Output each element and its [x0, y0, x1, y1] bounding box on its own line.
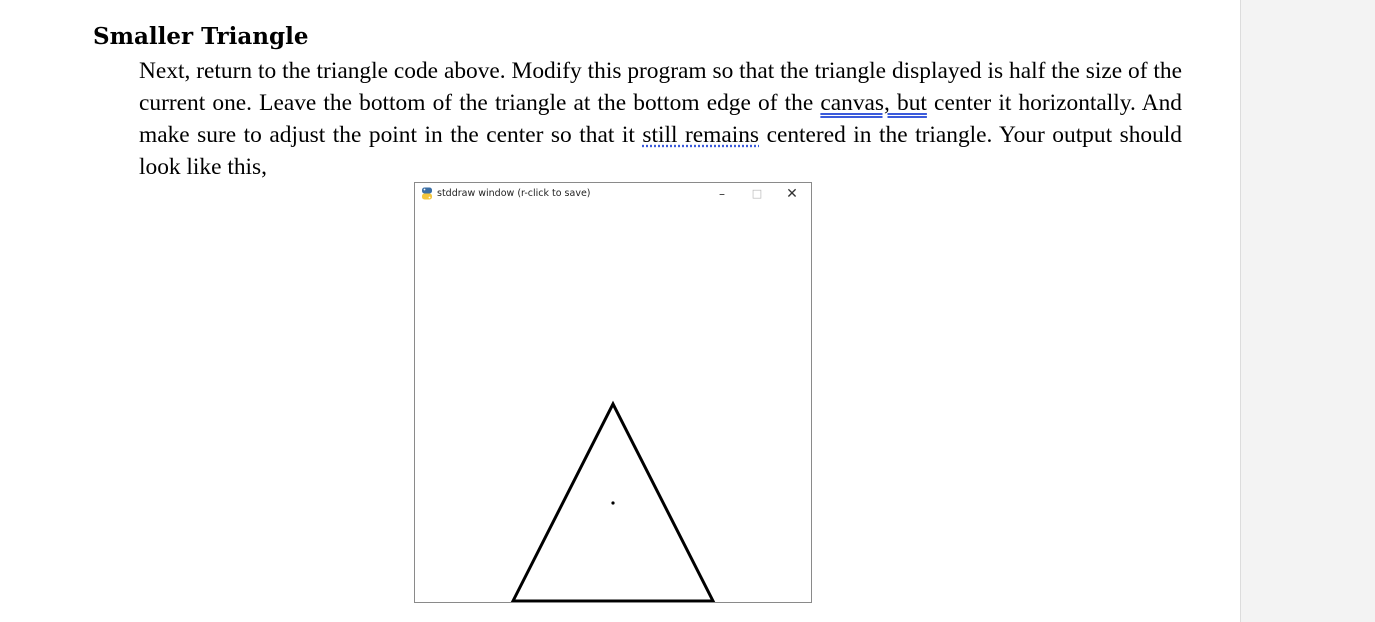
paragraph-text-1: Next, return to the triangle code above. Modify this program so that the triangle displayed is half the size of the current one. Leave the bottom of the triangle at the bottom edge of the: [139, 58, 1182, 116]
side-panel: [1240, 0, 1375, 622]
grammar-flag-canvas[interactable]: canvas, but: [820, 90, 927, 116]
instruction-paragraph: [139, 55, 1182, 183]
minimize-icon[interactable]: –: [719, 187, 725, 201]
paragraph-text-3: centered in the triangle. Your output should look like this,: [139, 122, 1182, 180]
drawing-canvas: [415, 205, 811, 602]
stddraw-window-screenshot: [414, 182, 812, 603]
window-titlebar: [415, 183, 811, 205]
grammar-flag-still-remains[interactable]: still remains: [642, 122, 760, 148]
maximize-icon[interactable]: □: [751, 187, 763, 200]
paragraph-text-2: center it horizontally. And make sure to adjust the point in the center so that it: [139, 90, 1182, 148]
window-title: stddraw window (r-click to save): [437, 188, 591, 199]
python-icon: [421, 187, 433, 200]
close-icon[interactable]: ✕: [786, 186, 798, 202]
center-point: [611, 501, 614, 504]
section-heading: Smaller Triangle: [93, 23, 309, 50]
